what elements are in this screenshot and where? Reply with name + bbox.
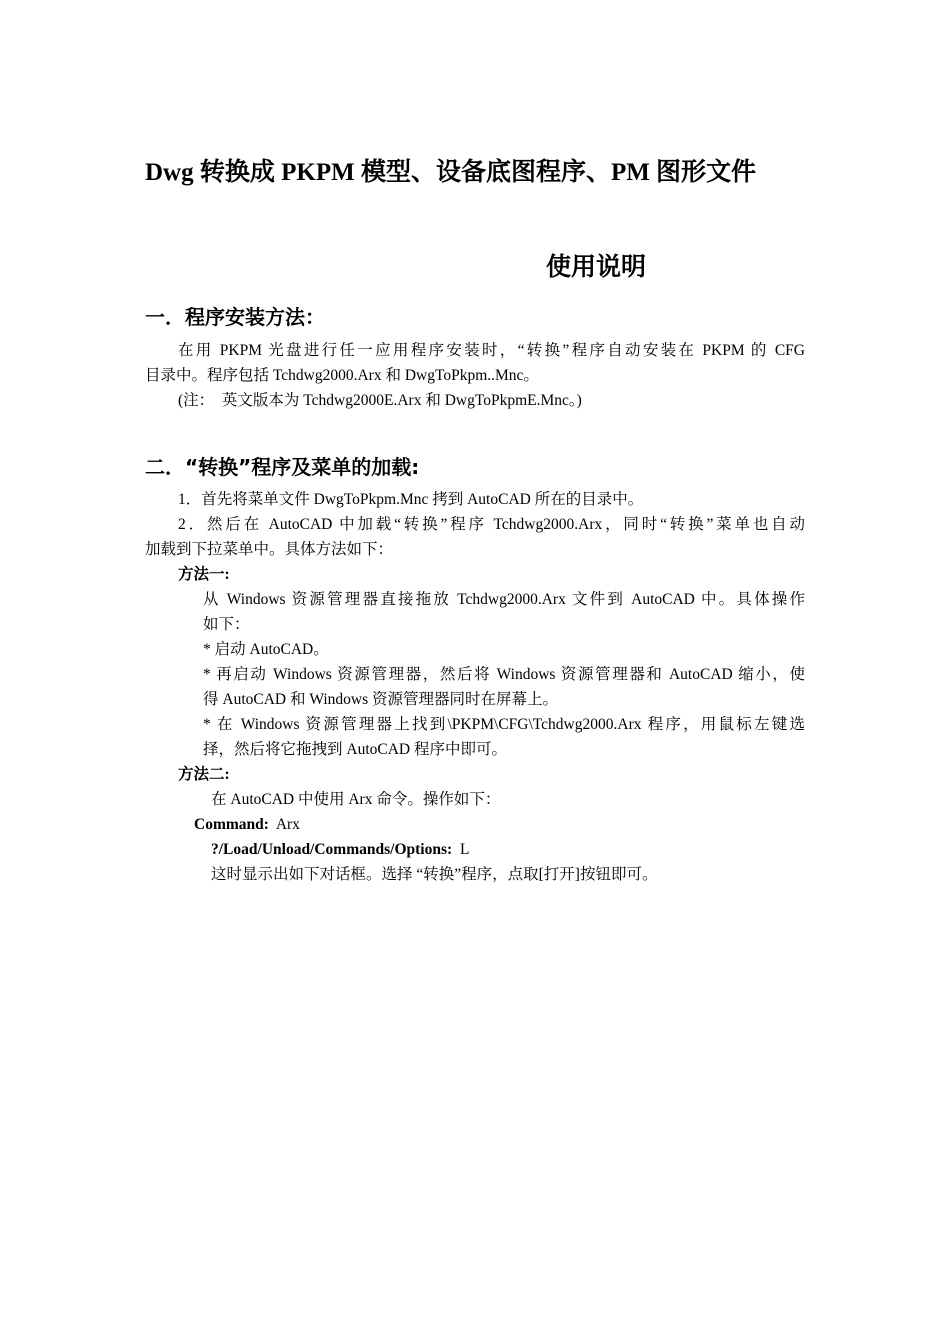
method1-line: 如下： [203, 616, 250, 633]
options-label: ?/Load/Unload/Commands/Options: [211, 841, 453, 858]
method2-intro: 在 AutoCAD 中使用 Arx 命令。操作如下： [211, 791, 501, 808]
section1-paragraph-line: 在用 PKPM 光盘进行任一应用程序安装时，“转换”程序自动安装在 PKPM 的 CFG [178, 342, 805, 359]
section1-note: (注： 英文版本为 Tchdwg2000E.Arx 和 DwgToPkpmE.Mnc。) [178, 392, 582, 409]
method1-line: 从 Windows 资源管理器直接拖放 Tchdwg2000.Arx 文件到 AutoCAD 中。具体操作 [203, 591, 805, 608]
section2-step1: 1．首先将菜单文件 DwgToPkpm.Mnc 拷到 AutoCAD 所在的目录中。 [178, 491, 644, 508]
section1-paragraph-line: 目录中。程序包括 Tchdwg2000.Arx 和 DwgToPkpm..Mnc。 [145, 367, 539, 384]
closing-line: 这时显示出如下对话框。选择 “转换”程序，点取[打开]按钮即可。 [211, 866, 658, 883]
section2-heading: 二．“转换”程序及菜单的加载: [145, 455, 420, 479]
method2-label: 方法二: [178, 766, 230, 783]
document-title: Dwg 转换成 PKPM 模型、设备底图程序、PM 图形文件 [145, 159, 757, 186]
command-line [194, 813, 300, 837]
options-line [211, 838, 469, 862]
method1-label: 方法一: [178, 566, 230, 583]
method1-line: * 在 Windows 资源管理器上找到\PKPM\CFG\Tchdwg2000.Arx 程序，用鼠标左键选 [203, 716, 805, 733]
command-label: Command: [194, 816, 269, 833]
options-value: L [459, 841, 470, 858]
section2-step2-line: 加载到下拉菜单中。具体方法如下： [145, 541, 394, 558]
method1-line: 择，然后将它拖拽到 AutoCAD 程序中即可。 [203, 741, 507, 758]
method1-line: * 启动 AutoCAD。 [203, 641, 329, 658]
section2-step2-line: 2．然后在 AutoCAD 中加载“转换”程序 Tchdwg2000.Arx，同时“转换”菜单也自动 [178, 516, 805, 533]
document-subtitle: 使用说明 [546, 252, 647, 281]
method1-line: 得 AutoCAD 和 Windows 资源管理器同时在屏幕上。 [203, 691, 559, 708]
method1-line: * 再启动 Windows 资源管理器，然后将 Windows 资源管理器和 AutoCAD 缩小，使 [203, 666, 805, 683]
section1-heading: 一．程序安装方法： [145, 305, 325, 329]
command-value: Arx [275, 816, 300, 833]
